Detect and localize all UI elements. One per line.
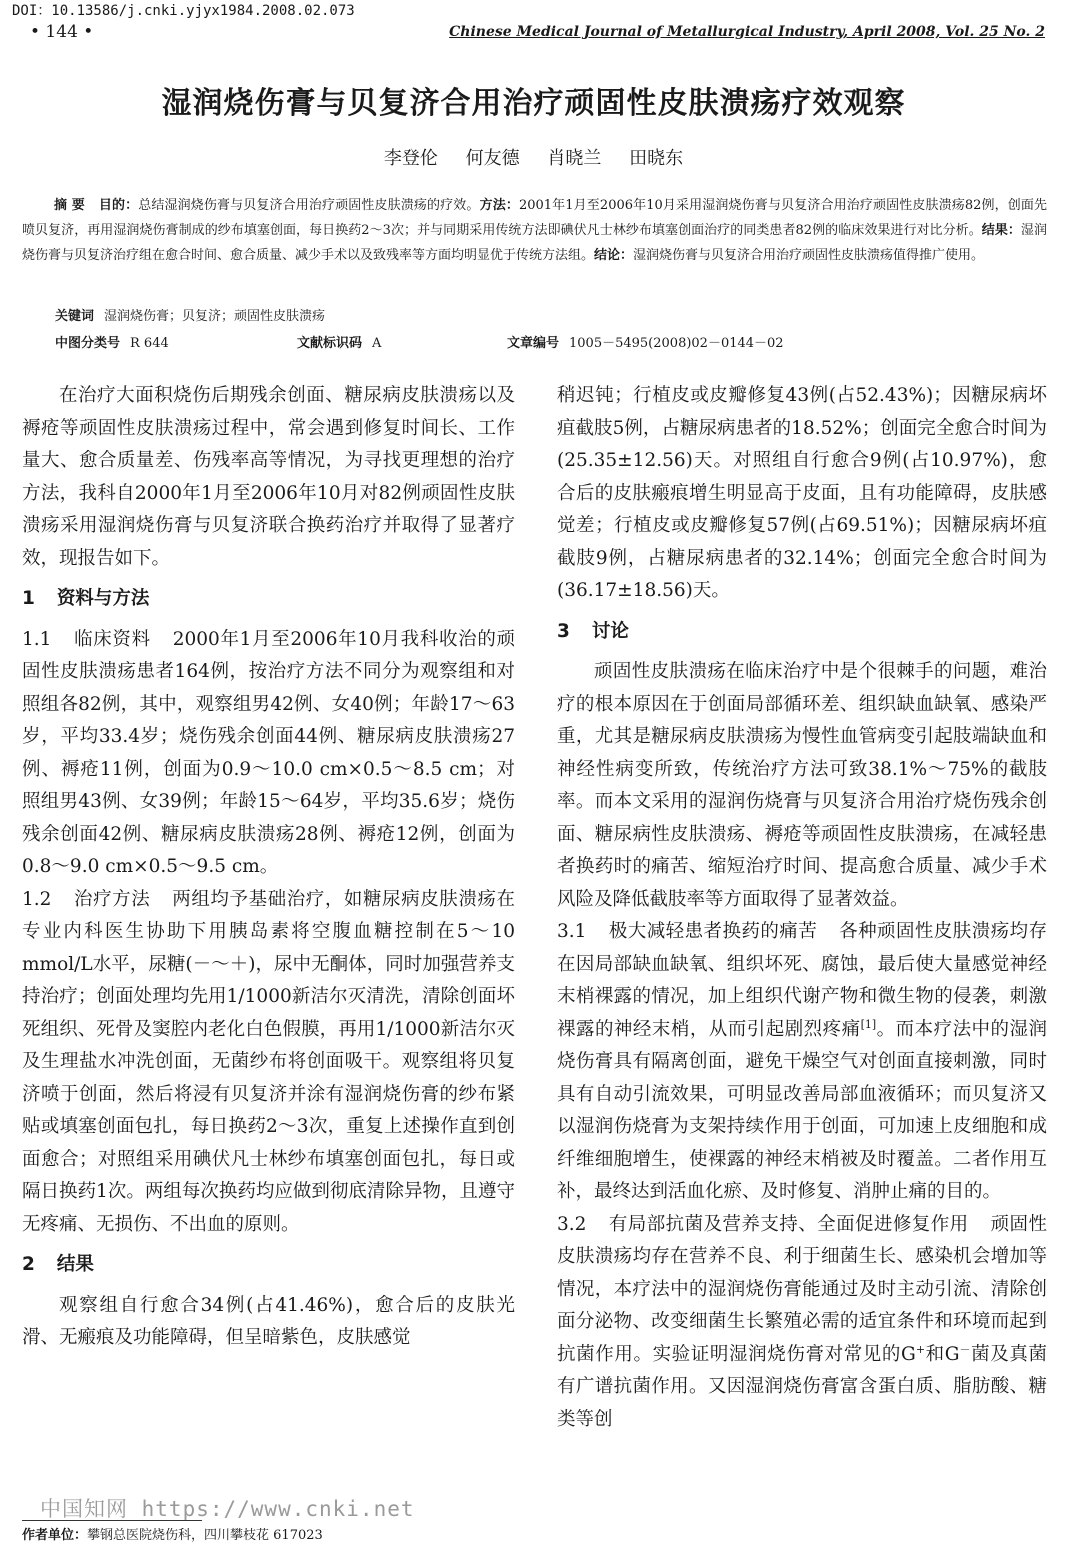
- section-1-2-number: 1.2: [22, 888, 52, 910]
- keywords: [55, 305, 325, 324]
- clc: [55, 332, 169, 351]
- intro-paragraph: 在治疗大面积烧伤后期残余创面、糖尿病皮肤溃疡以及褥疮等顽固性皮肤溃疡过程中，常会遇到修复时间长、工作量大、愈合质量差、伤残率高等情况，为寻找更理想的治疗方法，我科自2000年1月至2006年10月对82例顽固性皮肤溃疡采用湿润烧伤膏与贝复济联合换药治疗并取得了显著疗效，现报告如下。: [22, 385, 515, 569]
- gram-positive-sup: +: [915, 1342, 926, 1356]
- keywords-label: 关键词: [55, 309, 95, 324]
- section-3-1-text-cont: 。而本疗法中的湿润烧伤膏具有隔离创面，避免干燥空气对创面直接刺激，同时具有自动引流效果，可明显改善局部血液循环；而贝复济又以湿润伤烧膏为支架持续作用于创面，可加速上皮细胞和成纤维细胞增生，使裸露的神经末梢被及时覆盖。二者作用互补，最终达到活血化瘀、及时修复、消肿止痛的目的。: [557, 1018, 1047, 1202]
- section-3-heading: [557, 616, 1047, 649]
- section-3-2-title: 有局部抗菌及营养支持、全面促进修复作用: [608, 1213, 969, 1235]
- doc-code: [297, 332, 381, 351]
- section-1-number: 1: [22, 588, 35, 609]
- result-text: 湿润烧伤膏与贝复济治疗组在愈合时间、愈合质量、减少手术以及致残率等方面均明显优于传统方法组。: [22, 223, 1047, 263]
- section-3-2-text: 顽固性皮肤溃疡均存在营养不良、利于细菌生长、感染机会增加等情况，本疗法中的湿润烧伤膏能通过及时主动引流、清除创面分泌物、改变细菌生长繁殖必需的适宜条件和环境而起到抗菌作用。实验证明湿润烧伤膏对常见的G: [557, 1213, 1047, 1365]
- section-3-2: [557, 1209, 1047, 1437]
- page-number: • 144 •: [30, 22, 94, 42]
- section-2-text-b: 稍迟钝；行植皮或皮瓣修复43例(占52.43%)；因糖尿病坏疽截肢5例，占糖尿病患者的18.52%；创面完全愈合时间为(25.35±12.56)天。对照组自行愈合9例(占10.97%)，愈合后的皮肤瘢痕增生明显高于皮面，且有功能障碍，皮肤感觉差；行植皮或皮瓣修复57例(占69.51%)；因糖尿病坏疽截肢9例，占糖尿病患者的32.14%；创面完全愈合时间为(36.17±18.56)天。: [557, 385, 1047, 601]
- author-unit-label: 作者单位：: [22, 1528, 88, 1543]
- article-authors: 李登伦 何友德 肖晓兰 田晓东: [383, 148, 684, 169]
- section-1-2-title: 治疗方法: [73, 888, 151, 910]
- purpose-text: 总结湿润烧伤膏与贝复济合用治疗顽固性皮肤溃疡的疗效。: [138, 198, 480, 213]
- section-1-1-text: 2000年1月至2006年10月我科收治的顽固性皮肤溃疡患者164例，按治疗方法不同分为观察组和对照组各82例，其中，观察组男42例、女40例；年龄17～63岁，平均33.4岁；烧伤残余创面44例、糖尿病皮肤溃疡27例、褥疮11例，创面为0.9～10.0 cm×0.5～8.5 cm；对照组男43例、女39例；年龄15～64岁，平均35.6岁；烧伤残余创面42例、糖尿病皮肤溃疡28例、褥疮12例，创面为0.8～9.0 cm×0.5～9.5 cm。: [22, 628, 515, 877]
- left-column: [22, 380, 515, 1355]
- journal-header: Chinese Medical Journal of Metallurgical Industry, April 2008, Vol. 25 No. 2: [449, 24, 1045, 40]
- method-label: 方法：: [479, 198, 519, 213]
- clc-value: R 644: [130, 336, 169, 351]
- doc-code-label: 文献标识码: [297, 336, 363, 351]
- section-2-title: 结果: [56, 1254, 94, 1275]
- author-unit: [22, 1524, 323, 1543]
- section-3-1-number: 3.1: [557, 921, 587, 942]
- doc-code-value: A: [372, 336, 382, 351]
- section-3-1: [557, 916, 1047, 1209]
- section-3-2-text-cont: 菌及真菌有广谱抗菌作用。又因湿润烧伤膏富含蛋白质、脂肪酸、糖类等创: [557, 1343, 1047, 1430]
- right-column: [557, 380, 1047, 1436]
- section-2-heading: [22, 1249, 515, 1282]
- section-1-1-title: 临床资料: [73, 628, 151, 650]
- result-label: 结果：: [981, 223, 1021, 238]
- section-3-1-title: 极大减轻患者换药的痛苦: [608, 921, 818, 942]
- gram-negative-sup: －: [959, 1342, 971, 1356]
- footnote-divider: [22, 1520, 202, 1521]
- article-number-value: 1005－5495(2008)02－0144－02: [569, 336, 784, 351]
- section-1-title: 资料与方法: [56, 588, 150, 609]
- cnki-watermark: 中国知网 https://www.cnki.net: [40, 1497, 415, 1521]
- citation-ref: [1]: [860, 1017, 877, 1031]
- section-1-2-text: 两组均予基础治疗，如糖尿病皮肤溃疡在专业内科医生协助下用胰岛素将空腹血糖控制在5～10 mmol/L水平，尿糖(－～＋)，尿中无酮体，同时加强营养支持治疗；创面处理均先用1/1000新洁尔灭清洗，清除创面坏死组织、死骨及窦腔内老化白色假膜，再用1/1000新洁尔灭及生理盐水冲洗创面，无菌纱布将创面吸干。观察组将贝复济喷于创面，然后将浸有贝复济并涂有湿润烧伤膏的纱布紧贴或填塞创面包扎，每日换药2～3次，重复上述操作直到创面愈合；对照组采用碘伏凡士林纱布填塞创面包扎，每日或隔日换药1次。两组每次换药均应做到彻底清除异物，且遵守无疼痛、无损伤、不出血的原则。: [22, 888, 515, 1235]
- section-3-2-number: 3.2: [557, 1213, 587, 1235]
- abstract: [22, 193, 1047, 268]
- clc-label: 中图分类号: [55, 336, 121, 351]
- section-3-1-text: 各种顽固性皮肤溃疡均存在因局部缺血缺氧、组织坏死、腐蚀，最后使大量感觉神经末梢裸露的情况，加上组织代谢产物和微生物的侵袭，刺激裸露的神经末梢，从而引起剧烈疼痛: [557, 921, 1047, 1040]
- article-number: [507, 332, 784, 351]
- method-text: 2001年1月至2006年10月采用湿润烧伤膏与贝复济合用治疗顽固性皮肤溃疡82例，创面先喷贝复济，再用湿润烧伤膏制成的纱布填塞创面，每日换药2～3次；并与同期采用传统方法即碘伏凡士林纱布填塞创面治疗的同类患者82例的临床效果进行对比分析。: [22, 198, 1047, 238]
- section-1-2: [22, 884, 515, 1242]
- conclusion-label: 结论：: [594, 248, 634, 263]
- section-2-number: 2: [22, 1254, 35, 1275]
- keywords-text: 湿润烧伤膏；贝复济；顽固性皮肤溃疡: [104, 309, 326, 324]
- section-3-number: 3: [557, 620, 570, 642]
- conclusion-text: 湿润烧伤膏与贝复济合用治疗顽固性皮肤溃疡值得推广使用。: [633, 248, 985, 263]
- author-unit-text: 攀钢总医院烧伤科，四川攀枝花 617023: [87, 1528, 323, 1543]
- section-1-1: [22, 624, 515, 884]
- section-1-heading: [22, 583, 515, 616]
- doi-line: DOI：10.13586/j.cnki.yjyx1984.2008.02.073: [12, 3, 355, 19]
- article-title: 湿润烧伤膏与贝复济合用治疗顽固性皮肤溃疡疗效观察: [161, 86, 906, 121]
- purpose-label: 目的：: [98, 198, 139, 213]
- section-2-text-a: 观察组自行愈合34例(占41.46%)，愈合后的皮肤光滑、无瘢痕及功能障碍，但呈暗紫色，皮肤感觉: [22, 1294, 515, 1348]
- section-3-2-mid: 和G: [925, 1343, 960, 1365]
- section-1-1-number: 1.1: [22, 628, 52, 650]
- article-number-label: 文章编号: [507, 336, 560, 351]
- section-3-text: 顽固性皮肤溃疡在临床治疗中是个很棘手的问题，难治疗的根本原因在于创面局部循环差、组织缺血缺氧、感染严重，尤其是糖尿病皮肤溃疡为慢性血管病变引起肢端缺血和神经性病变所致，传统治疗方法可致38.1%～75%的截肢率。而本文采用的湿润伤烧膏与贝复济合用治疗烧伤残余创面、糖尿病性皮肤溃疡、褥疮等顽固性皮肤溃疡，在减轻患者换药时的痛苦、缩短治疗时间、提高愈合质量、减少手术风险及降低截肢率等方面取得了显著效益。: [557, 661, 1047, 910]
- abstract-label: 摘 要: [54, 198, 85, 213]
- section-3-title: 讨论: [591, 620, 629, 642]
